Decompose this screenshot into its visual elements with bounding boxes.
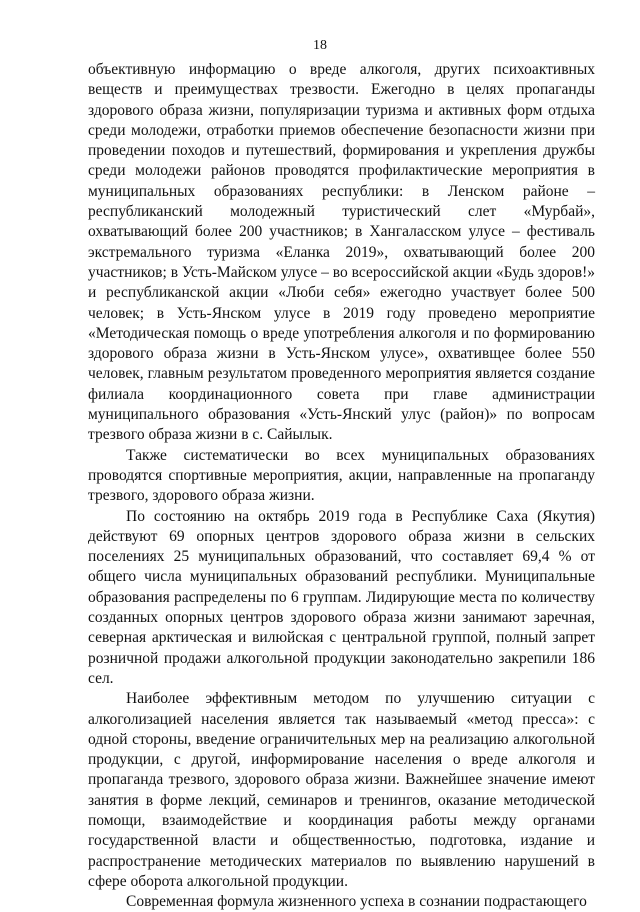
paragraph-support-centers: По состоянию на октябрь 2019 года в Республике Саха (Якутия) действуют 69 опорных центров здорового образа жизни в сельских поселениях 25 муниципальных образований, что составляет 69,4 % от общего числа муниципальных образований республики. Муниципальные образования распределены по 6 группам. Лидирующие места по количеству созданных опорных центров здорового образа жизни занимают заречная, северная арктическая и вилюйская с центральной группой, полный запрет розничной продажи алкогольной продукции законодательно закрепили 186 сел. [88,507,595,687]
paragraph-press-method: Наиболее эффективным методом по улучшению ситуации с алкоголизацией населения является так называемый «метод пресса»: с одной стороны, введение ограничительных мер на реализацию алкогольной продукции, с другой, информирование населения о вреде алкоголя и пропаганда трезвого, здорового образа жизни. Важнейшее значение имеют занятия в форме лекций, семинаров и тренингов, оказание методической помощи, взаимодействие и координация работы между органами государственной власти и общественностью, подготовка, издание и распространение методических материалов по выявлению нарушений в сфере оборота алкогольной продукции. [88,690,595,890]
paragraph-success-formula: Современная формула жизненного успеха в сознании подрастающего [126,893,587,911]
document-body [88,60,595,912]
paragraph-sports-events: Также систематически во всех муниципальных образованиях проводятся спортивные мероприятия, акции, направленные на пропаганду трезвого, здорового образа жизни. [88,446,595,505]
paragraph-continuation: объективную информацию о вреде алкоголя, других психоактивных веществ и преимуществах трезвости. Ежегодно в целях пропаганды здорового образа жизни, популяризации туризма и активных форм отдыха среди молодежи, отработки приемов обеспечение безопасности жизни при проведении походов и путешествий, формирования и укрепления дружбы среди молодежи районов проводятся профилактические мероприятия в муниципальных образованиях республики: в Ленском районе – республиканский молодежный туристический слет «Мурбай», охватывающий более 200 участников; в Хангаласском улусе – фестиваль экстремального туризма «Еланка 2019», охватывающий более 200 участников; в Усть-Майском улусе – во всероссийской акции «Будь здоров!» и республиканской акции «Люби себя» ежегодно участвует более 500 человек; в Усть-Янском улусе в 2019 году проведено мероприятие «Методическая помощь о вреде употребления алкоголя и по формированию здорового образа жизни в Усть-Янском улусе», охвативщее более 550 человек, главным результатом проведенного мероприятия является создание филиала координационного совета при главе администрации муниципального образования «Усть-Янский улус (район)» по вопросам трезвого образа жизни в с. Сайылык. [88,61,595,444]
page-number: 18 [313,38,327,53]
